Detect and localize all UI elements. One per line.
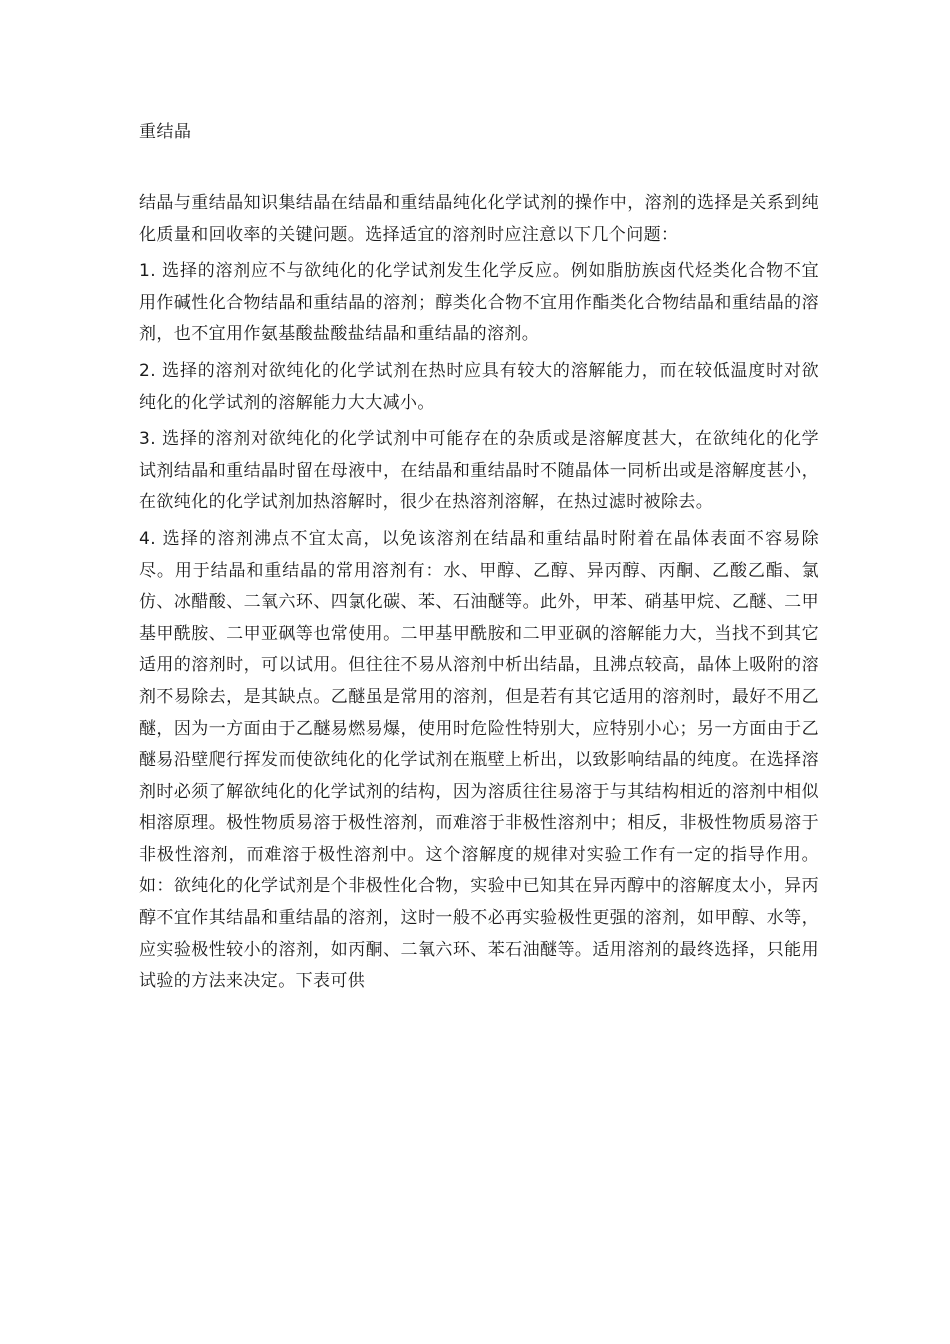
- paragraph-item-1: 1. 选择的溶剂应不与欲纯化的化学试剂发生化学反应。例如脂肪族卤代烃类化合物不宜用作碱性化合物结晶和重结晶的溶剂；醇类化合物不宜用作酯类化合物结晶和重结晶的溶剂，也不宜用作氨基酸盐酸盐结晶和重结晶的溶剂。: [139, 261, 819, 345]
- paragraph-item-3: 3. 选择的溶剂对欲纯化的化学试剂中可能存在的杂质或是溶解度甚大，在欲纯化的化学试剂结晶和重结晶时留在母液中，在结晶和重结晶时不随晶体一同析出或是溶解度甚小，在欲纯化的化学试剂加热溶解时，很少在热溶剂溶解，在热过滤时被除去。: [139, 429, 819, 513]
- paragraph-item-2: 2. 选择的溶剂对欲纯化的化学试剂在热时应具有较大的溶解能力，而在较低温度时对欲纯化的化学试剂的溶解能力大大减小。: [139, 360, 819, 413]
- document-title: 重结晶: [139, 122, 192, 142]
- paragraph-intro: 结晶与重结晶知识集结晶在结晶和重结晶纯化化学试剂的操作中，溶剂的选择是关系到纯化质量和回收率的关键问题。选择适宜的溶剂时应注意以下几个问题：: [139, 193, 819, 245]
- paragraph-item-4: 4. 选择的溶剂沸点不宜太高，以免该溶剂在结晶和重结晶时附着在晶体表面不容易除尽。用于结晶和重结晶的常用溶剂有：水、甲醇、乙醇、异丙醇、丙酮、乙酸乙酯、氯仿、冰醋酸、二氧六环、四氯化碳、苯、石油醚等。此外，甲苯、硝基甲烷、乙醚、二甲基甲酰胺、二甲亚砜等也常使用。二甲基甲酰胺和二甲亚砜的溶解能力大，当找不到其它适用的溶剂时，可以试用。但往往不易从溶剂中析出结晶，且沸点较高，晶体上吸附的溶剂不易除去，是其缺点。乙醚虽是常用的溶剂，但是若有其它适用的溶剂时，最好不用乙醚，因为一方面由于乙醚易燃易爆，使用时危险性特别大，应特别小心；另一方面由于乙醚易沿壁爬行挥发而使欲纯化的化学试剂在瓶壁上析出，以致影响结晶的纯度。在选择溶剂时必须了解欲纯化的化学试剂的结构，因为溶质往往易溶于与其结构相近的溶剂中相似相溶原理。极性物质易溶于极性溶剂，而难溶于非极性溶剂中；相反，非极性物质易溶于非极性溶剂，而难溶于极性溶剂中。这个溶解度的规律对实验工作有一定的指导作用。如：欲纯化的化学试剂是个非极性化合物，实验中已知其在异丙醇中的溶解度太小，异丙醇不宜作其结晶和重结晶的溶剂，这时一般不必再实验极性更强的溶剂，如甲醇、水等，应实验极性较小的溶剂，如丙酮、二氧六环、苯石油醚等。适用溶剂的最终选择，只能用试验的方法来决定。下表可供: [139, 528, 819, 992]
- document-page: [139, 118, 819, 1003]
